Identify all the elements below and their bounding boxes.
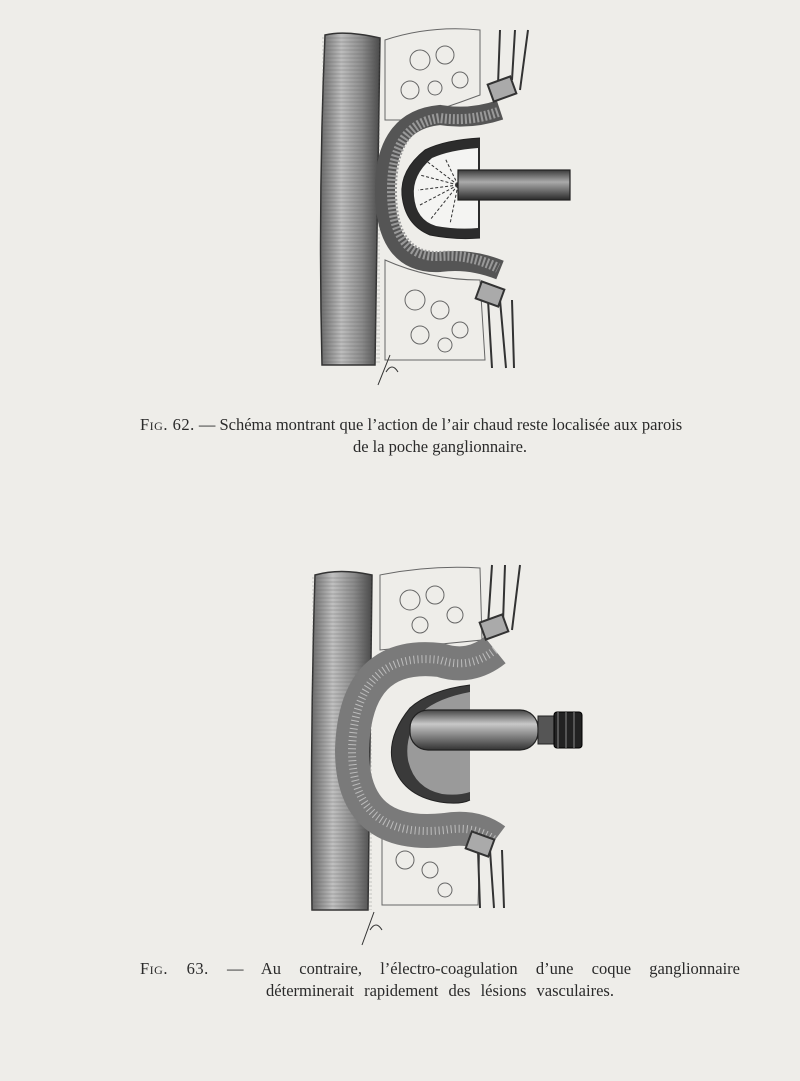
figure-63-caption-line1: — Au contraire, l’électro-coagulation d’une coque ganglionnaire xyxy=(227,959,741,978)
figure-62-caption-line2: de la poche ganglionnaire. xyxy=(352,437,528,456)
figure-62-illustration xyxy=(0,0,800,400)
figure-63-caption xyxy=(140,958,740,1002)
figure-63-label: Fig. 63. xyxy=(140,959,209,978)
electrode xyxy=(410,710,582,750)
figure-63 xyxy=(0,540,800,1020)
figure-63-caption-line2: déterminerait rapidement des lésions vasculaires. xyxy=(266,981,614,1000)
hot-air-nozzle xyxy=(458,170,570,200)
figure-62-caption-line1: — Schéma montrant que l’action de l’air chaud reste localisée aux parois xyxy=(198,415,683,434)
blood-vessel xyxy=(321,33,380,365)
figure-62-caption xyxy=(140,414,740,458)
figure-63-illustration xyxy=(0,540,800,950)
figure-62 xyxy=(0,0,800,470)
artist-signature xyxy=(362,912,382,945)
figure-62-label: Fig. 62. xyxy=(140,415,195,434)
